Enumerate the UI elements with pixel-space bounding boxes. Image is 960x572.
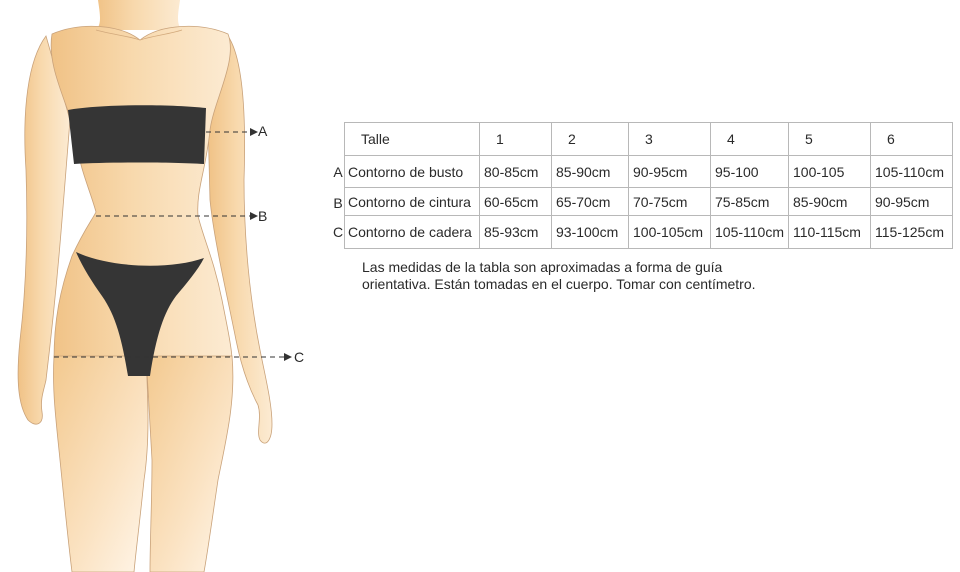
- table-cell: 115-125cm: [871, 216, 953, 249]
- table-cell: 80-85cm: [480, 156, 552, 188]
- header-cell-size-5: 5: [789, 123, 871, 156]
- note-line-2: orientativa. Están tomadas en el cuerpo. Tomar con centímetro.: [362, 276, 756, 292]
- neck: [96, 0, 182, 30]
- header-cell-size-4: 4: [711, 123, 789, 156]
- table-cell: 70-75cm: [629, 188, 711, 216]
- left-leg: [53, 356, 148, 572]
- row-letter-a: A: [333, 164, 343, 180]
- table-row-cintura: [345, 188, 953, 216]
- table-cell: 95-100: [711, 156, 789, 188]
- table-cell: 100-105cm: [629, 216, 711, 249]
- table-cell: 90-95cm: [871, 188, 953, 216]
- row-letter-c: C: [332, 224, 344, 240]
- table-row-busto: [345, 156, 953, 188]
- body-figure-illustration: [0, 0, 320, 572]
- table-cell: 85-90cm: [789, 188, 871, 216]
- table-cell: 85-93cm: [480, 216, 552, 249]
- row-label-cintura: Contorno de cintura: [345, 188, 480, 216]
- marker-b-label: B: [258, 208, 268, 224]
- header-cell-talle: Talle: [345, 123, 480, 156]
- marker-a-label: A: [258, 123, 268, 139]
- table-cell: 90-95cm: [629, 156, 711, 188]
- table-cell: 105-110cm: [711, 216, 789, 249]
- table-cell: 60-65cm: [480, 188, 552, 216]
- table-cell: 65-70cm: [552, 188, 629, 216]
- table-cell: 93-100cm: [552, 216, 629, 249]
- header-cell-size-3: 3: [629, 123, 711, 156]
- table-cell: 75-85cm: [711, 188, 789, 216]
- header-cell-size-1: 1: [480, 123, 552, 156]
- table-cell: 85-90cm: [552, 156, 629, 188]
- bikini-top: [68, 105, 206, 164]
- table-row-cadera: [345, 216, 953, 249]
- row-letter-b: B: [333, 195, 343, 211]
- table-cell: 110-115cm: [789, 216, 871, 249]
- header-cell-size-6: 6: [871, 123, 953, 156]
- table-header-row: [345, 123, 953, 156]
- header-cell-size-2: 2: [552, 123, 629, 156]
- table-cell: 100-105: [789, 156, 871, 188]
- note-line-1: Las medidas de la tabla son aproximadas a forma de guía: [362, 259, 723, 275]
- size-chart-table: [344, 122, 953, 249]
- table-cell: 105-110cm: [871, 156, 953, 188]
- measurement-note: [362, 259, 822, 293]
- right-leg: [146, 356, 233, 572]
- row-label-cadera: Contorno de cadera: [345, 216, 480, 249]
- marker-c-label: C: [294, 349, 305, 365]
- row-label-busto: Contorno de busto: [345, 156, 480, 188]
